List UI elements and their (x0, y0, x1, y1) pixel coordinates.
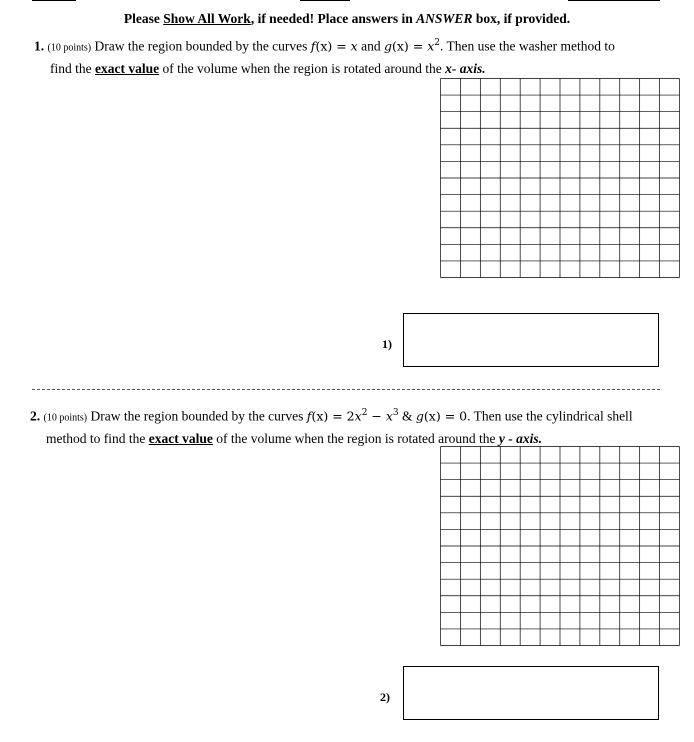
top-rule-right (568, 0, 660, 1)
problem-2-text: 2. (10 points) Draw the region bounded by the curves $f(x) = 2x^2 - x^3$ & g(x) = 0. Then use the cylindrical shell method to find the exact value of the volume when the region is rotated around the y - axis. (30, 408, 633, 446)
graph-grid-2[interactable] (440, 446, 680, 646)
graph-grid-1[interactable] (440, 78, 680, 278)
top-rule-left (32, 0, 76, 1)
answer-label-1: 1) (382, 337, 392, 351)
answer-label-2: 2) (380, 690, 390, 704)
problem-1-text: 1. (10 points) Draw the region bounded by the curves f(x) = x and $g(x) = x^2$. Then use the washer method to find the exact value of the volume when the region is rotated around the x- axis. (34, 38, 615, 76)
answer-box-1[interactable] (403, 313, 659, 367)
top-rule-middle (300, 0, 350, 1)
section-divider (32, 389, 660, 390)
answer-box-2[interactable] (403, 666, 659, 720)
instructions-header: Please Show All Work, if needed! Place answers in ANSWER box, if provided. (123, 11, 571, 26)
